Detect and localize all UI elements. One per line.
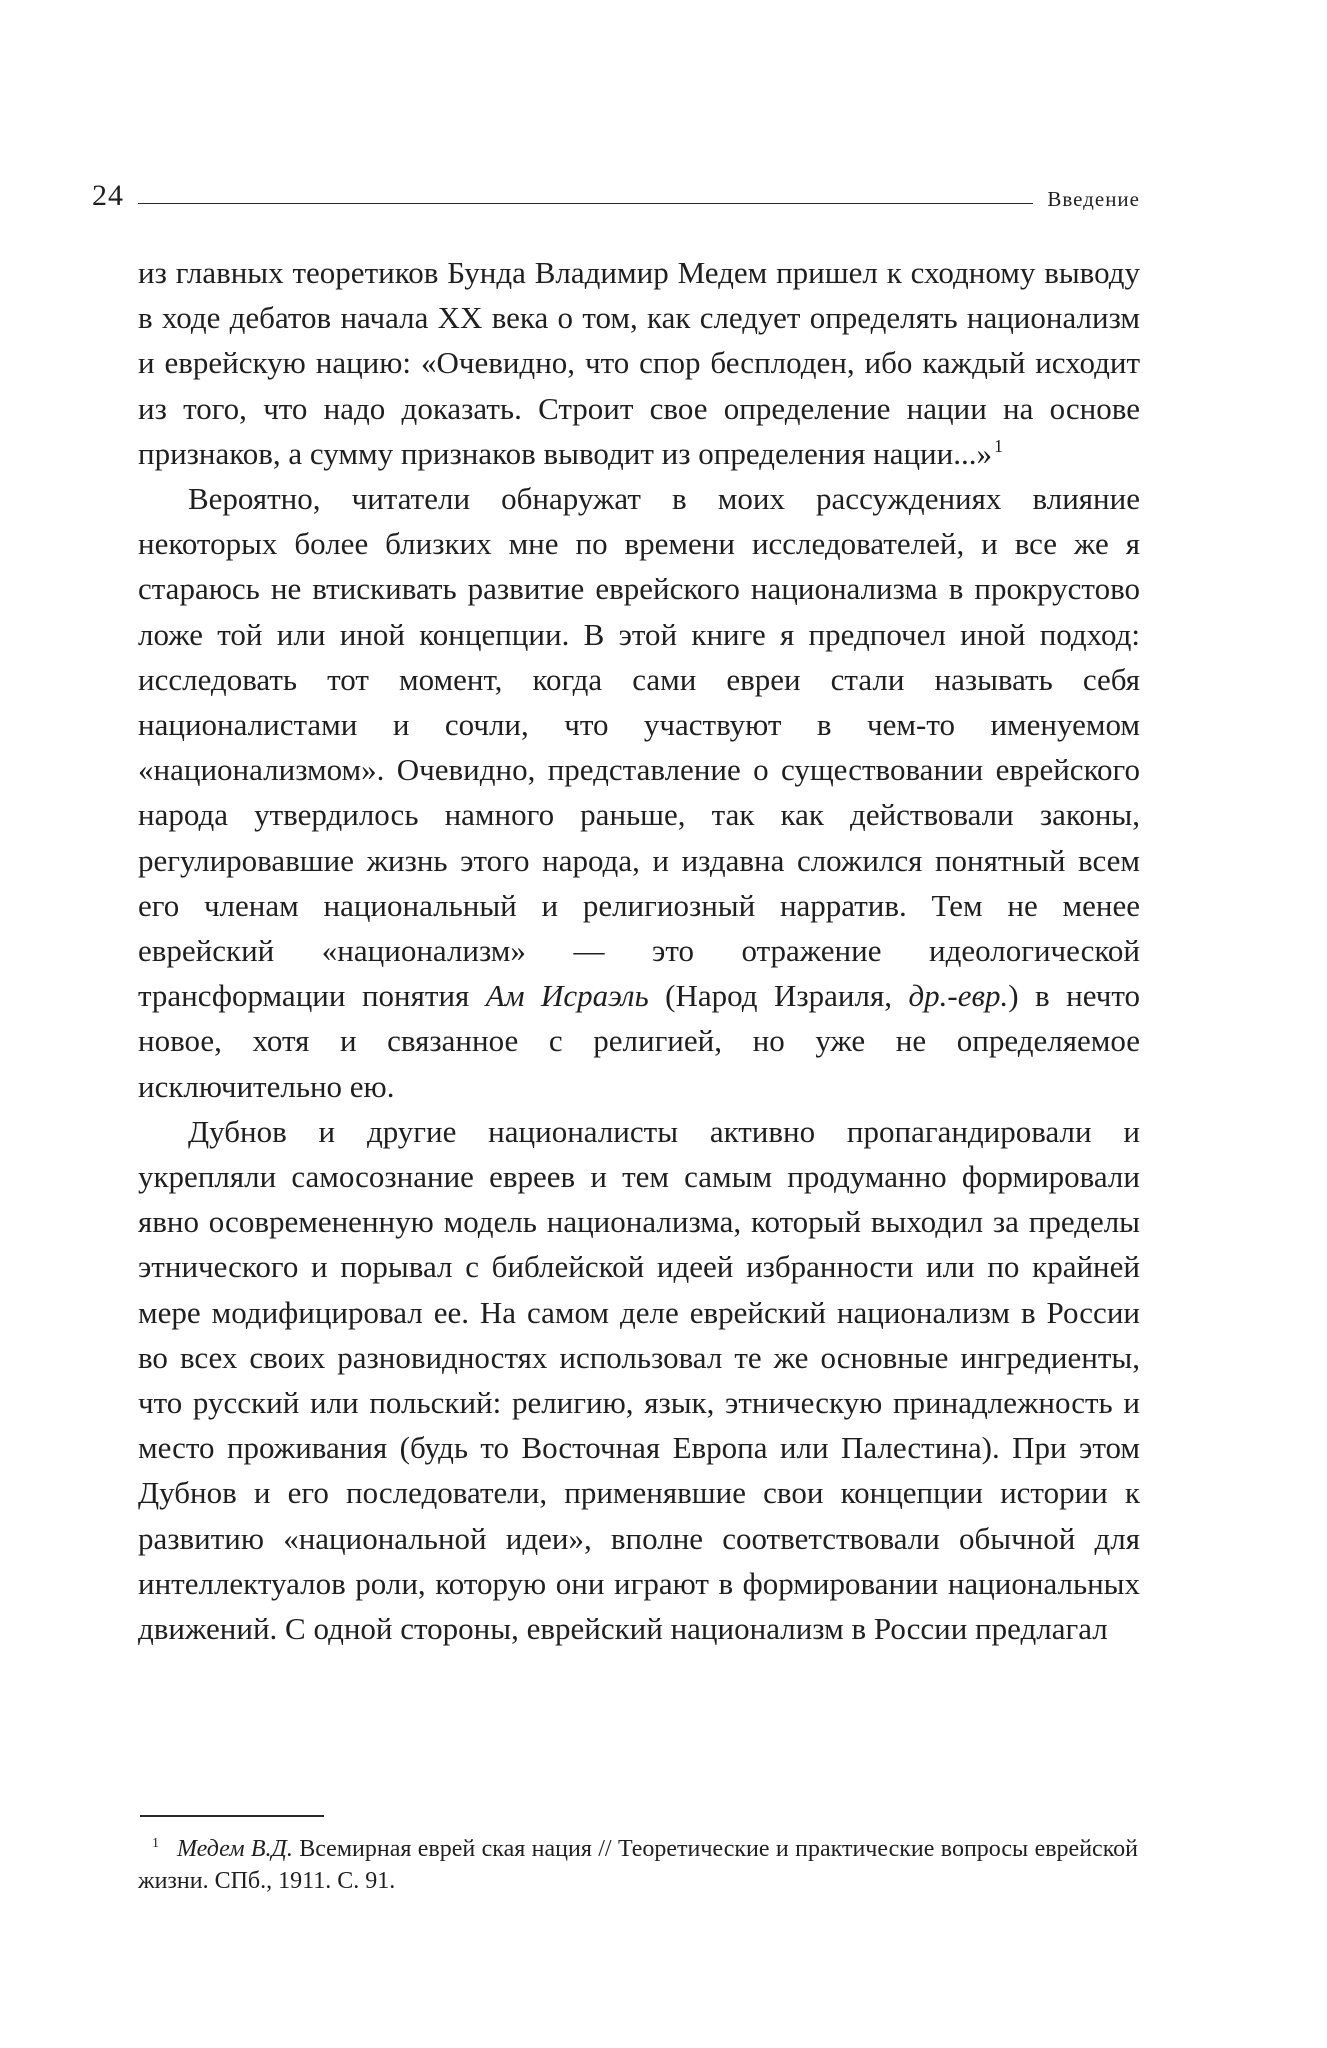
footnote [138, 1833, 1138, 1897]
paragraph-3 [138, 1109, 1140, 1651]
paragraph-3-text: Дубнов и другие националисты активно пропагандировали и укрепляли самосознание евреев и тем самым продуманно формировали явно осовремененную модель национализма, который выходил за пределы этнического и порывал с библейской идеей избранности или по крайней мере модифицировал ее. На самом деле еврейский национализм в России во всех своих разновидностях использовал те же основные ингредиенты, что русский или польский: религию, язык, этническую принадлежность и место проживания (будь то Восточная Европа или Палестина). При этом Дубнов и его последователи, применявшие свои концепции истории к развитию «национальной идеи», вполне соответствовали обычной для интеллектуалов роли, которую они играют в формировании национальных движений. С одной стороны, еврейский национализм в России предлагал [138, 1113, 1140, 1647]
footnote-author: Медем В.Д. [177, 1836, 293, 1862]
body-text [138, 250, 1140, 1651]
section-title: Введение [1047, 187, 1140, 211]
running-header [92, 170, 1140, 214]
footnote-marker: 1 [152, 1836, 159, 1851]
footnote-reference: 1 [993, 436, 1003, 457]
paragraph-2-text-before: Вероятно, читатели обнаружат в моих рассуждениях влияние некоторых более близких мне по времени исследователей, и все же я стараюсь не втискивать развитие еврейского национализма в прокрустово ложе той или иной концепции. В этой книге я предпочел иной подход: исследовать тот момент, когда сами евреи стали называть себя националистами и сочли, что участвуют в чем-то именуемом «национализмом». Очевидно, представление о существовании еврейского народа утвердилось намного раньше, так как действовали законы, регулировавшие жизнь этого народа, и издавна сложился понятный всем его членам национальный и религиозный нарратив. Тем не менее еврейский «национализм» — это отражение идеологической трансформации понятия [138, 481, 1140, 1014]
italic-abbreviation: др.-евр. [908, 978, 1009, 1014]
page-number: 24 [92, 179, 124, 212]
paragraph-2-text-after: ) в нечто новое, хотя и связанное с религией, но уже не определяемое исключительно ею. [138, 978, 1140, 1104]
footnote-text: Всемирная еврей ская нация // Теоретические и практические вопросы еврейской жизни. СПб., 1911. С. 91. [138, 1836, 1138, 1894]
paragraph-2 [138, 476, 1140, 1109]
italic-term: Ам Исраэль [485, 978, 649, 1014]
paragraph-1-text: из главных теоретиков Бунда Владимир Медем пришел к сходному выводу в ходе дебатов начала XX века о том, как следует определять национализм и еврейскую нацию: «Очевидно, что спор бесплоден, ибо каждый исходит из того, что надо доказать. Строит свое определение нации на основе признаков, а сумму признаков выводит из определения нации...» [138, 255, 1140, 471]
paragraph-1 [138, 250, 1140, 476]
header-rule [138, 203, 1033, 204]
footnote-rule [140, 1815, 324, 1817]
paragraph-2-text-middle: (Народ Израиля, [648, 978, 909, 1014]
